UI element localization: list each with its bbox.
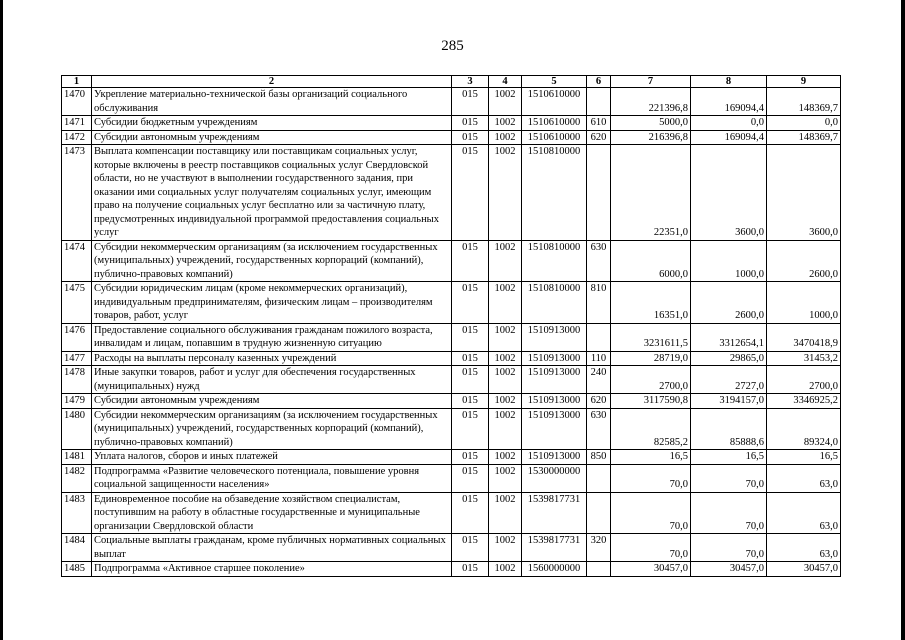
col-9-amount: 148369,7 [767, 88, 841, 116]
col-5-code: 1510810000 [522, 282, 587, 324]
col-6-code [587, 492, 611, 534]
col-4-code: 1002 [489, 366, 522, 394]
col-9-amount: 63,0 [767, 534, 841, 562]
row-number: 1478 [62, 366, 92, 394]
table-row [62, 116, 841, 131]
row-name: Единовременное пособие на обзаведение хозяйством специалистам, поступившим на работу в областные государственные и муниципальные организации Свердловской области [92, 492, 452, 534]
col-3-code: 015 [452, 562, 489, 577]
col-7-amount: 16351,0 [611, 282, 691, 324]
row-name: Подпрограмма «Активное старшее поколение» [92, 562, 452, 577]
col-9-amount: 3600,0 [767, 145, 841, 241]
row-name: Подпрограмма «Развитие человеческого потенциала, повышение уровня социальной защищенности населения» [92, 464, 452, 492]
col-6-code: 620 [587, 394, 611, 409]
col-3-code: 015 [452, 282, 489, 324]
table-row [62, 534, 841, 562]
table-row [62, 240, 841, 282]
col-7-amount: 221396,8 [611, 88, 691, 116]
col-8-amount: 85888,6 [691, 408, 767, 450]
col-9-amount: 63,0 [767, 464, 841, 492]
table-row [62, 282, 841, 324]
row-name: Предоставление социального обслуживания гражданам пожилого возраста, инвалидам и лицам, попавшим в трудную жизненную ситуацию [92, 323, 452, 351]
row-number: 1477 [62, 351, 92, 366]
row-number: 1470 [62, 88, 92, 116]
row-number: 1480 [62, 408, 92, 450]
col-8-amount: 169094,4 [691, 130, 767, 145]
col-3-code: 015 [452, 351, 489, 366]
col-5-code: 1530000000 [522, 464, 587, 492]
col-7-amount: 3117590,8 [611, 394, 691, 409]
column-header: 7 [611, 76, 691, 88]
col-9-amount: 63,0 [767, 492, 841, 534]
col-5-code: 1539817731 [522, 534, 587, 562]
col-4-code: 1002 [489, 534, 522, 562]
column-header: 5 [522, 76, 587, 88]
col-4-code: 1002 [489, 562, 522, 577]
row-name: Субсидии бюджетным учреждениям [92, 116, 452, 131]
row-name: Субсидии некоммерческим организациям (за исключением государственных (муниципальных) учреждений, государственных корпораций (компаний), публично-правовых компаний) [92, 240, 452, 282]
row-name: Социальные выплаты гражданам, кроме публичных нормативных социальных выплат [92, 534, 452, 562]
col-9-amount: 31453,2 [767, 351, 841, 366]
row-number: 1472 [62, 130, 92, 145]
col-7-amount: 16,5 [611, 450, 691, 465]
col-9-amount: 16,5 [767, 450, 841, 465]
table-row [62, 130, 841, 145]
col-7-amount: 2700,0 [611, 366, 691, 394]
col-5-code: 1510913000 [522, 450, 587, 465]
col-5-code: 1510913000 [522, 323, 587, 351]
column-header: 3 [452, 76, 489, 88]
column-header: 4 [489, 76, 522, 88]
table-row [62, 464, 841, 492]
col-3-code: 015 [452, 116, 489, 131]
col-6-code: 630 [587, 240, 611, 282]
col-5-code: 1510610000 [522, 130, 587, 145]
col-4-code: 1002 [489, 351, 522, 366]
col-7-amount: 70,0 [611, 492, 691, 534]
column-header: 2 [92, 76, 452, 88]
col-3-code: 015 [452, 394, 489, 409]
col-3-code: 015 [452, 450, 489, 465]
table-row [62, 145, 841, 241]
column-header: 6 [587, 76, 611, 88]
col-5-code: 1510913000 [522, 408, 587, 450]
col-7-amount: 70,0 [611, 464, 691, 492]
scan-right-edge [901, 0, 905, 640]
col-6-code: 850 [587, 450, 611, 465]
col-6-code [587, 88, 611, 116]
scan-left-edge [0, 0, 3, 640]
col-3-code: 015 [452, 464, 489, 492]
col-8-amount: 70,0 [691, 492, 767, 534]
col-8-amount: 1000,0 [691, 240, 767, 282]
table-row [62, 450, 841, 465]
col-5-code: 1510610000 [522, 88, 587, 116]
col-9-amount: 3470418,9 [767, 323, 841, 351]
col-6-code [587, 145, 611, 241]
row-number: 1471 [62, 116, 92, 131]
table-row [62, 366, 841, 394]
col-5-code: 1510913000 [522, 351, 587, 366]
row-name: Выплата компенсации поставщику или поставщикам социальных услуг, которые включены в реестр поставщиков социальных услуг Свердловской области, но не участвуют в выполнении государственного задания, при оказании ими социальных услуг получателям социальных услуг, имеющим право на получение социальных услуг бесплатно или за частичную плату, предусмотренных индивидуальной программой предоставления социальных услуг [92, 145, 452, 241]
row-number: 1476 [62, 323, 92, 351]
row-number: 1475 [62, 282, 92, 324]
col-3-code: 015 [452, 534, 489, 562]
col-4-code: 1002 [489, 130, 522, 145]
row-name: Иные закупки товаров, работ и услуг для обеспечения государственных (муниципальных) нужд [92, 366, 452, 394]
col-6-code: 320 [587, 534, 611, 562]
col-6-code: 610 [587, 116, 611, 131]
col-4-code: 1002 [489, 145, 522, 241]
col-3-code: 015 [452, 130, 489, 145]
row-name: Субсидии юридическим лицам (кроме некоммерческих организаций), индивидуальным предпринимателям, физическим лицам – производителям товаров, работ, услуг [92, 282, 452, 324]
col-7-amount: 82585,2 [611, 408, 691, 450]
col-3-code: 015 [452, 408, 489, 450]
row-number: 1484 [62, 534, 92, 562]
table-row [62, 408, 841, 450]
row-name: Расходы на выплаты персоналу казенных учреждений [92, 351, 452, 366]
col-8-amount: 16,5 [691, 450, 767, 465]
col-8-amount: 2600,0 [691, 282, 767, 324]
row-number: 1479 [62, 394, 92, 409]
col-8-amount: 29865,0 [691, 351, 767, 366]
row-number: 1481 [62, 450, 92, 465]
row-number: 1473 [62, 145, 92, 241]
table-row [62, 351, 841, 366]
row-number: 1483 [62, 492, 92, 534]
col-3-code: 015 [452, 323, 489, 351]
col-6-code: 110 [587, 351, 611, 366]
table-row [62, 562, 841, 577]
row-name: Укрепление материально-технической базы организаций социального обслуживания [92, 88, 452, 116]
row-name: Субсидии автономным учреждениям [92, 394, 452, 409]
col-9-amount: 3346925,2 [767, 394, 841, 409]
col-7-amount: 3231611,5 [611, 323, 691, 351]
col-5-code: 1560000000 [522, 562, 587, 577]
col-8-amount: 30457,0 [691, 562, 767, 577]
col-9-amount: 0,0 [767, 116, 841, 131]
col-4-code: 1002 [489, 394, 522, 409]
col-6-code: 630 [587, 408, 611, 450]
col-4-code: 1002 [489, 492, 522, 534]
col-9-amount: 1000,0 [767, 282, 841, 324]
col-9-amount: 2600,0 [767, 240, 841, 282]
col-3-code: 015 [452, 240, 489, 282]
col-9-amount: 30457,0 [767, 562, 841, 577]
col-4-code: 1002 [489, 464, 522, 492]
col-4-code: 1002 [489, 323, 522, 351]
table-body [62, 88, 841, 577]
column-header: 1 [62, 76, 92, 88]
col-7-amount: 30457,0 [611, 562, 691, 577]
col-5-code: 1510810000 [522, 240, 587, 282]
budget-table [61, 75, 841, 577]
col-7-amount: 6000,0 [611, 240, 691, 282]
col-3-code: 015 [452, 492, 489, 534]
table-row [62, 323, 841, 351]
col-9-amount: 89324,0 [767, 408, 841, 450]
col-4-code: 1002 [489, 88, 522, 116]
col-8-amount: 3600,0 [691, 145, 767, 241]
col-8-amount: 169094,4 [691, 88, 767, 116]
col-7-amount: 22351,0 [611, 145, 691, 241]
table-row [62, 88, 841, 116]
row-number: 1474 [62, 240, 92, 282]
col-8-amount: 3194157,0 [691, 394, 767, 409]
table-header-row [62, 76, 841, 88]
col-5-code: 1510610000 [522, 116, 587, 131]
col-5-code: 1510913000 [522, 394, 587, 409]
table-row [62, 394, 841, 409]
row-name: Субсидии некоммерческим организациям (за исключением государственных (муниципальных) учреждений, государственных корпораций (компаний), публично-правовых компаний) [92, 408, 452, 450]
col-3-code: 015 [452, 366, 489, 394]
row-number: 1482 [62, 464, 92, 492]
col-6-code: 240 [587, 366, 611, 394]
col-8-amount: 3312654,1 [691, 323, 767, 351]
col-5-code: 1510810000 [522, 145, 587, 241]
col-6-code [587, 562, 611, 577]
row-name: Уплата налогов, сборов и иных платежей [92, 450, 452, 465]
col-9-amount: 148369,7 [767, 130, 841, 145]
col-4-code: 1002 [489, 408, 522, 450]
col-4-code: 1002 [489, 116, 522, 131]
col-7-amount: 216396,8 [611, 130, 691, 145]
col-8-amount: 70,0 [691, 464, 767, 492]
column-header: 9 [767, 76, 841, 88]
row-number: 1485 [62, 562, 92, 577]
table-row [62, 492, 841, 534]
col-5-code: 1539817731 [522, 492, 587, 534]
col-8-amount: 70,0 [691, 534, 767, 562]
col-4-code: 1002 [489, 240, 522, 282]
col-7-amount: 70,0 [611, 534, 691, 562]
col-4-code: 1002 [489, 282, 522, 324]
row-name: Субсидии автономным учреждениям [92, 130, 452, 145]
col-6-code [587, 323, 611, 351]
col-9-amount: 2700,0 [767, 366, 841, 394]
col-8-amount: 2727,0 [691, 366, 767, 394]
column-header: 8 [691, 76, 767, 88]
col-3-code: 015 [452, 88, 489, 116]
col-8-amount: 0,0 [691, 116, 767, 131]
col-6-code [587, 464, 611, 492]
col-6-code: 620 [587, 130, 611, 145]
col-7-amount: 5000,0 [611, 116, 691, 131]
col-6-code: 810 [587, 282, 611, 324]
col-7-amount: 28719,0 [611, 351, 691, 366]
col-5-code: 1510913000 [522, 366, 587, 394]
page-number: 285 [441, 38, 464, 54]
col-3-code: 015 [452, 145, 489, 241]
col-4-code: 1002 [489, 450, 522, 465]
